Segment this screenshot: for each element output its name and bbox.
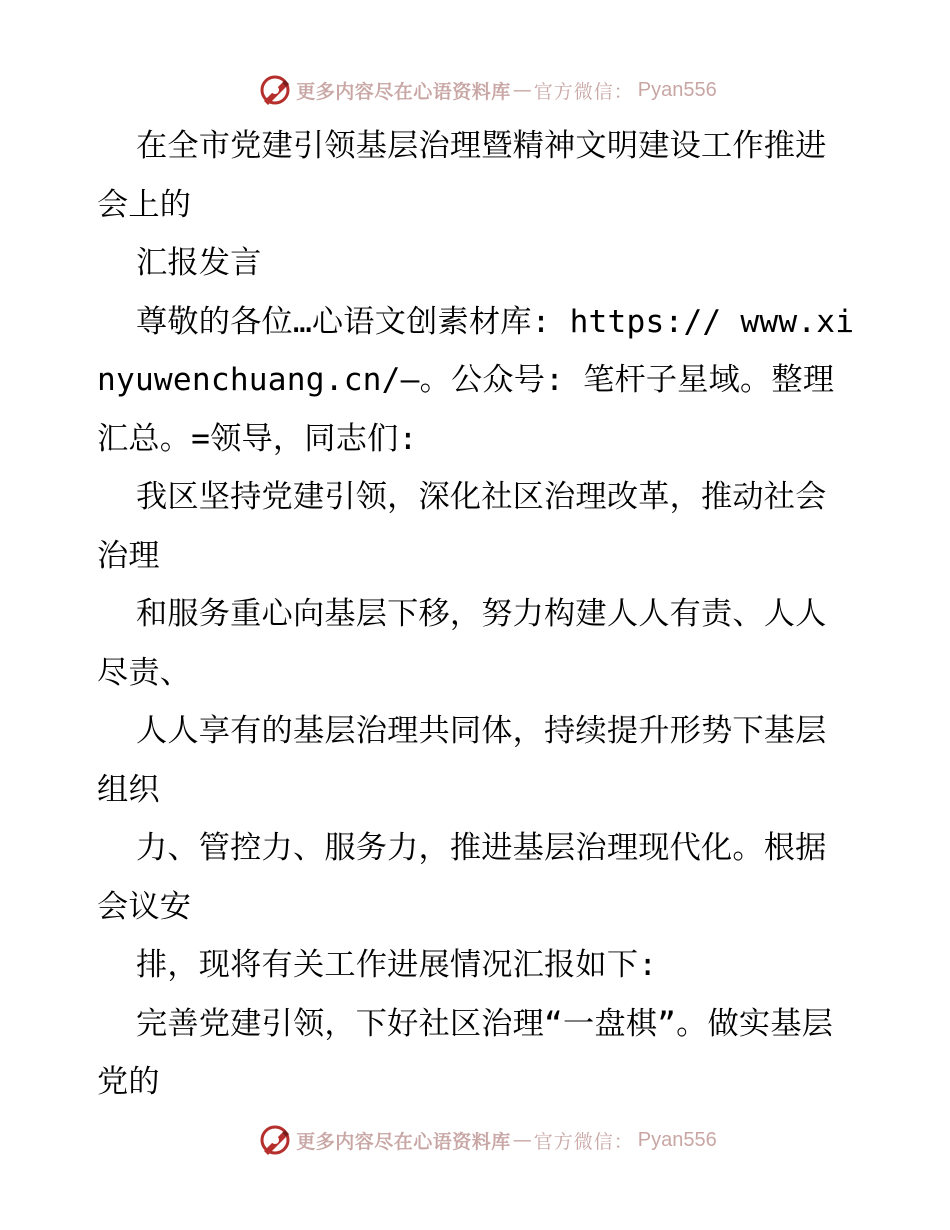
footer-watermark bbox=[0, 1120, 950, 1160]
paragraph-title: 在全市党建引领基层治理暨精神文明建设工作推进会上的 bbox=[97, 128, 827, 223]
paragraph: 力、管控力、服务力，推进基层治理现代化。根据会议安 bbox=[97, 830, 827, 925]
paragraph: 人人享有的基层治理共同体，持续提升形势下基层组织 bbox=[97, 713, 827, 808]
footer-account: Pyan556 bbox=[637, 1128, 717, 1151]
paragraph: 排，现将有关工作进展情况汇报如下: bbox=[136, 947, 658, 983]
document-body bbox=[97, 117, 857, 1112]
header-watermark bbox=[0, 70, 950, 110]
pen-logo-icon bbox=[258, 73, 292, 107]
pen-logo-icon bbox=[258, 1123, 292, 1157]
header-brand-text: 更多内容尽在心语资料库 bbox=[296, 80, 511, 103]
paragraph: 完善党建引领，下好社区治理“一盘棋”。做实基层党的 bbox=[97, 1005, 834, 1100]
paragraph-subtitle: 汇报发言 bbox=[136, 245, 262, 281]
header-account: Pyan556 bbox=[637, 78, 717, 101]
footer-label: 官方微信： bbox=[533, 1130, 634, 1153]
paragraph-salutation: 尊敬的各位…心语文创素材库: https:// www.xinyuwenchuang.cn/—。公众号: 笔杆子星域。整理汇总。=领导，同志们: bbox=[97, 303, 855, 457]
paragraph: 我区坚持党建引领，深化社区治理改革，推动社会治理 bbox=[97, 479, 827, 574]
header-separator: — bbox=[512, 79, 532, 101]
header-label: 官方微信： bbox=[533, 80, 634, 103]
paragraph: 和服务重心向基层下移，努力构建人人有责、人人尽责、 bbox=[97, 596, 827, 691]
footer-separator: — bbox=[512, 1129, 532, 1151]
footer-brand-text: 更多内容尽在心语资料库 bbox=[296, 1130, 511, 1153]
